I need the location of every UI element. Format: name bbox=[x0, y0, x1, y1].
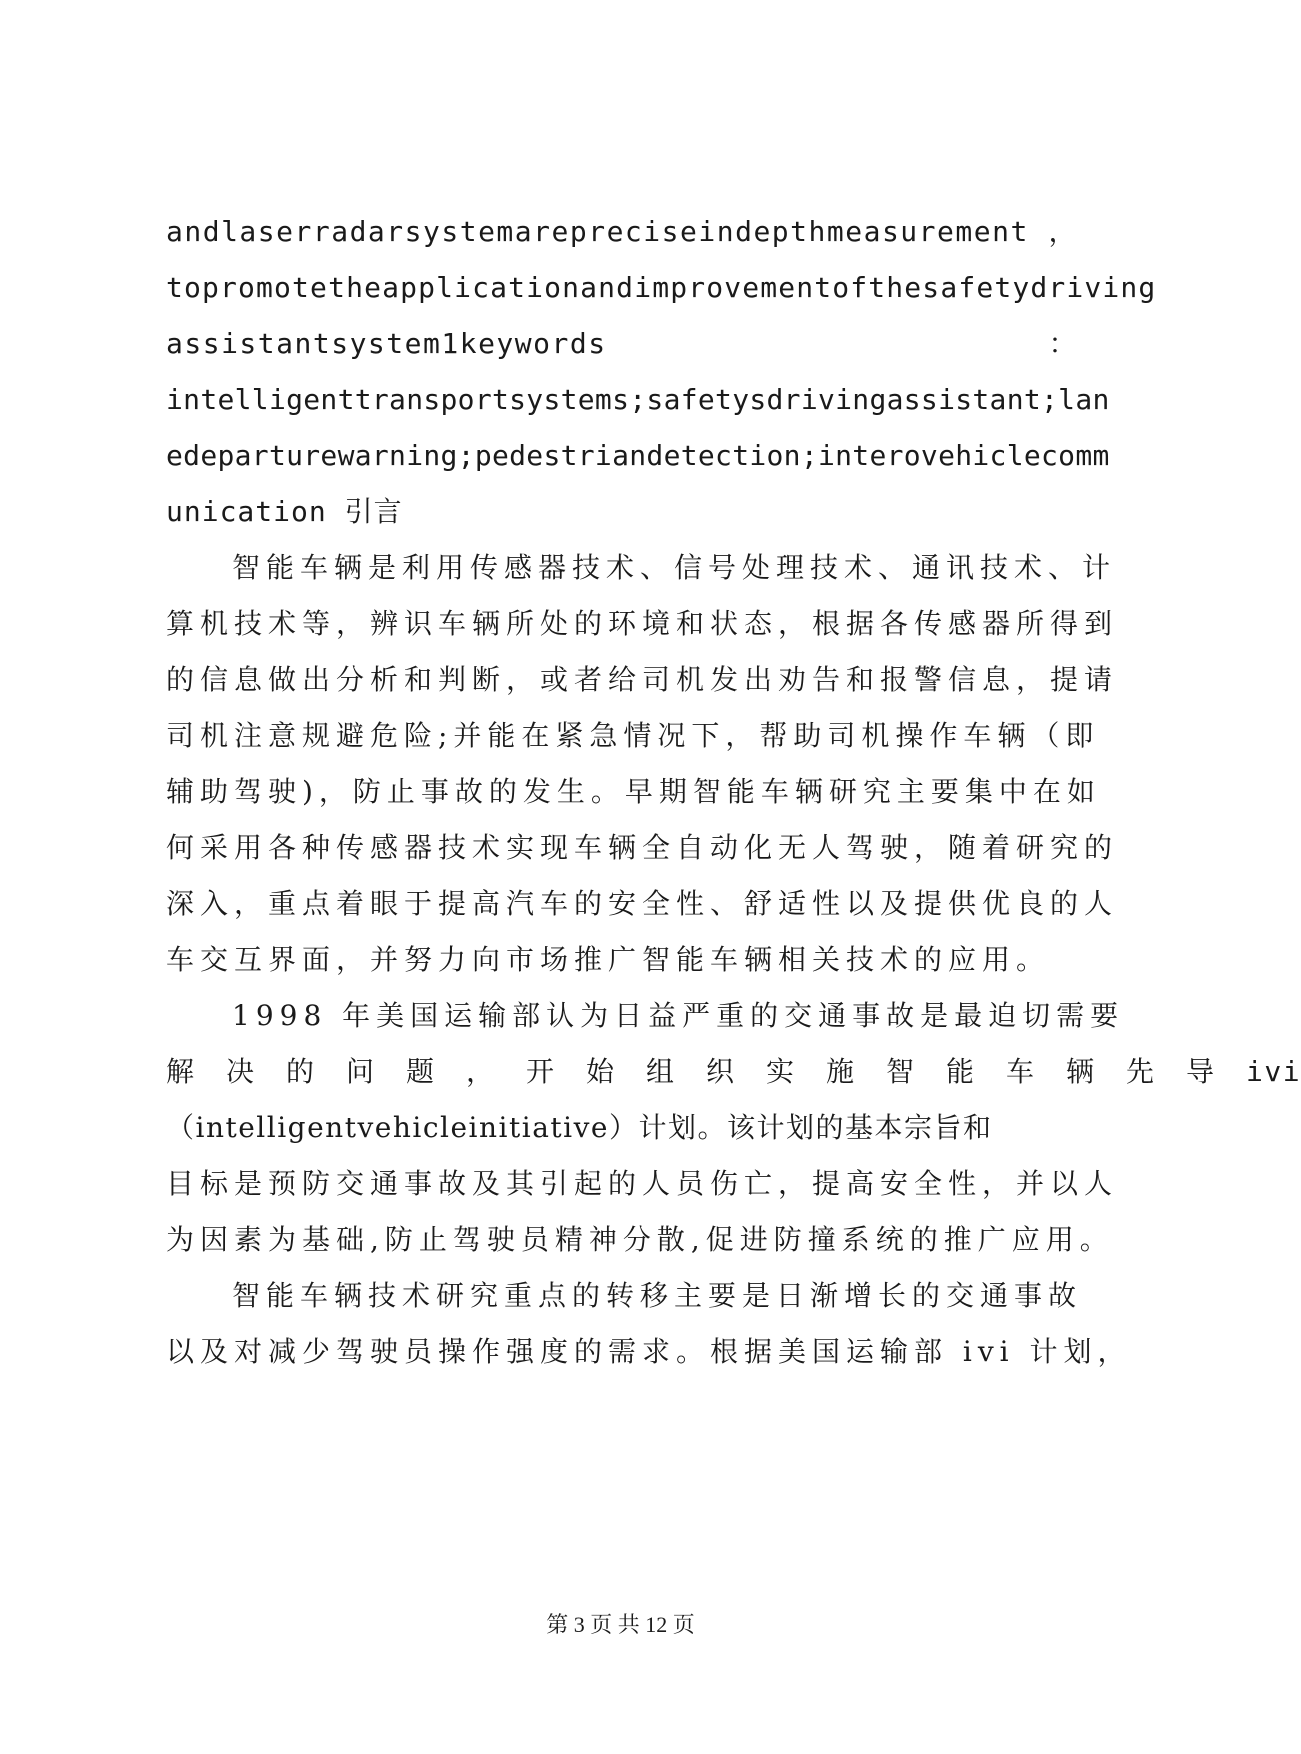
paragraph-line: （intelligentvehicleinitiative）计划。该计划的基本宗旨和 bbox=[166, 1111, 993, 1144]
paragraph-line: 智能车辆是利用传感器技术、信号处理技术、通讯技术、计 bbox=[232, 551, 1117, 584]
paragraph-line bbox=[166, 1052, 1301, 1092]
text-segment: andlaserradarsystemarepreciseindepthmeasurement bbox=[166, 215, 1029, 248]
text-segment: ， bbox=[1048, 215, 1078, 248]
paragraph-line: 何采用各种传感器技术实现车辆全自动化无人驾驶，随着研究的 bbox=[166, 831, 1119, 864]
paragraph-line: 以及对减少驾驶员操作强度的需求。根据美国运输部 ivi 计划， bbox=[166, 1335, 1132, 1368]
paragraph-line: 深入，重点着眼于提高汽车的安全性、舒适性以及提供优良的人 bbox=[166, 887, 1119, 920]
paragraph-line: 辅助驾驶)，防止事故的发生。早期智能车辆研究主要集中在如 bbox=[166, 775, 1101, 808]
paragraph-line: 1998 年美国运输部认为日益严重的交通事故是最迫切需要 bbox=[232, 999, 1125, 1032]
text-line: unication 引言 bbox=[166, 495, 403, 528]
text-line bbox=[166, 212, 1078, 252]
text-line: topromotetheapplicationandimprovementofthesafetydriving bbox=[166, 271, 1157, 304]
paragraph-line: 智能车辆技术研究重点的转移主要是日渐增长的交通事故 bbox=[232, 1279, 1083, 1312]
paragraph-line: 算机技术等，辨识车辆所处的环境和状态，根据各传感器所得到 bbox=[166, 607, 1119, 640]
text-segment: assistantsystem1keywords bbox=[166, 327, 607, 360]
text-segment: 解决的问题，开始组织实施智能车辆先导 bbox=[166, 1055, 1247, 1088]
paragraph-line: 的信息做出分析和判断，或者给司机发出劝告和报警信息，提请 bbox=[166, 663, 1119, 696]
paragraph-line: 司机注意规避危险;并能在紧急情况下，帮助司机操作车辆（即 bbox=[166, 719, 1100, 752]
text-line: edeparturewarning;pedestriandetection;interovehiclecomm bbox=[166, 439, 1110, 472]
paragraph-line: 为因素为基础,防止驾驶员精神分散,促进防撞系统的推广应用。 bbox=[166, 1223, 1114, 1256]
text-line: intelligenttransportsystems;safetysdrivingassistant;lan bbox=[166, 383, 1110, 416]
paragraph-line: 目标是预防交通事故及其引起的人员伤亡，提高安全性，并以人 bbox=[166, 1167, 1119, 1200]
text-segment: ： bbox=[1048, 327, 1078, 360]
paragraph-line: 车交互界面，并努力向市场推广智能车辆相关技术的应用。 bbox=[166, 943, 1051, 976]
text-segment: ivi bbox=[1246, 1055, 1301, 1088]
text-line bbox=[166, 324, 1078, 364]
page-number-footer: 第 3 页 共 12 页 bbox=[546, 1612, 695, 1637]
